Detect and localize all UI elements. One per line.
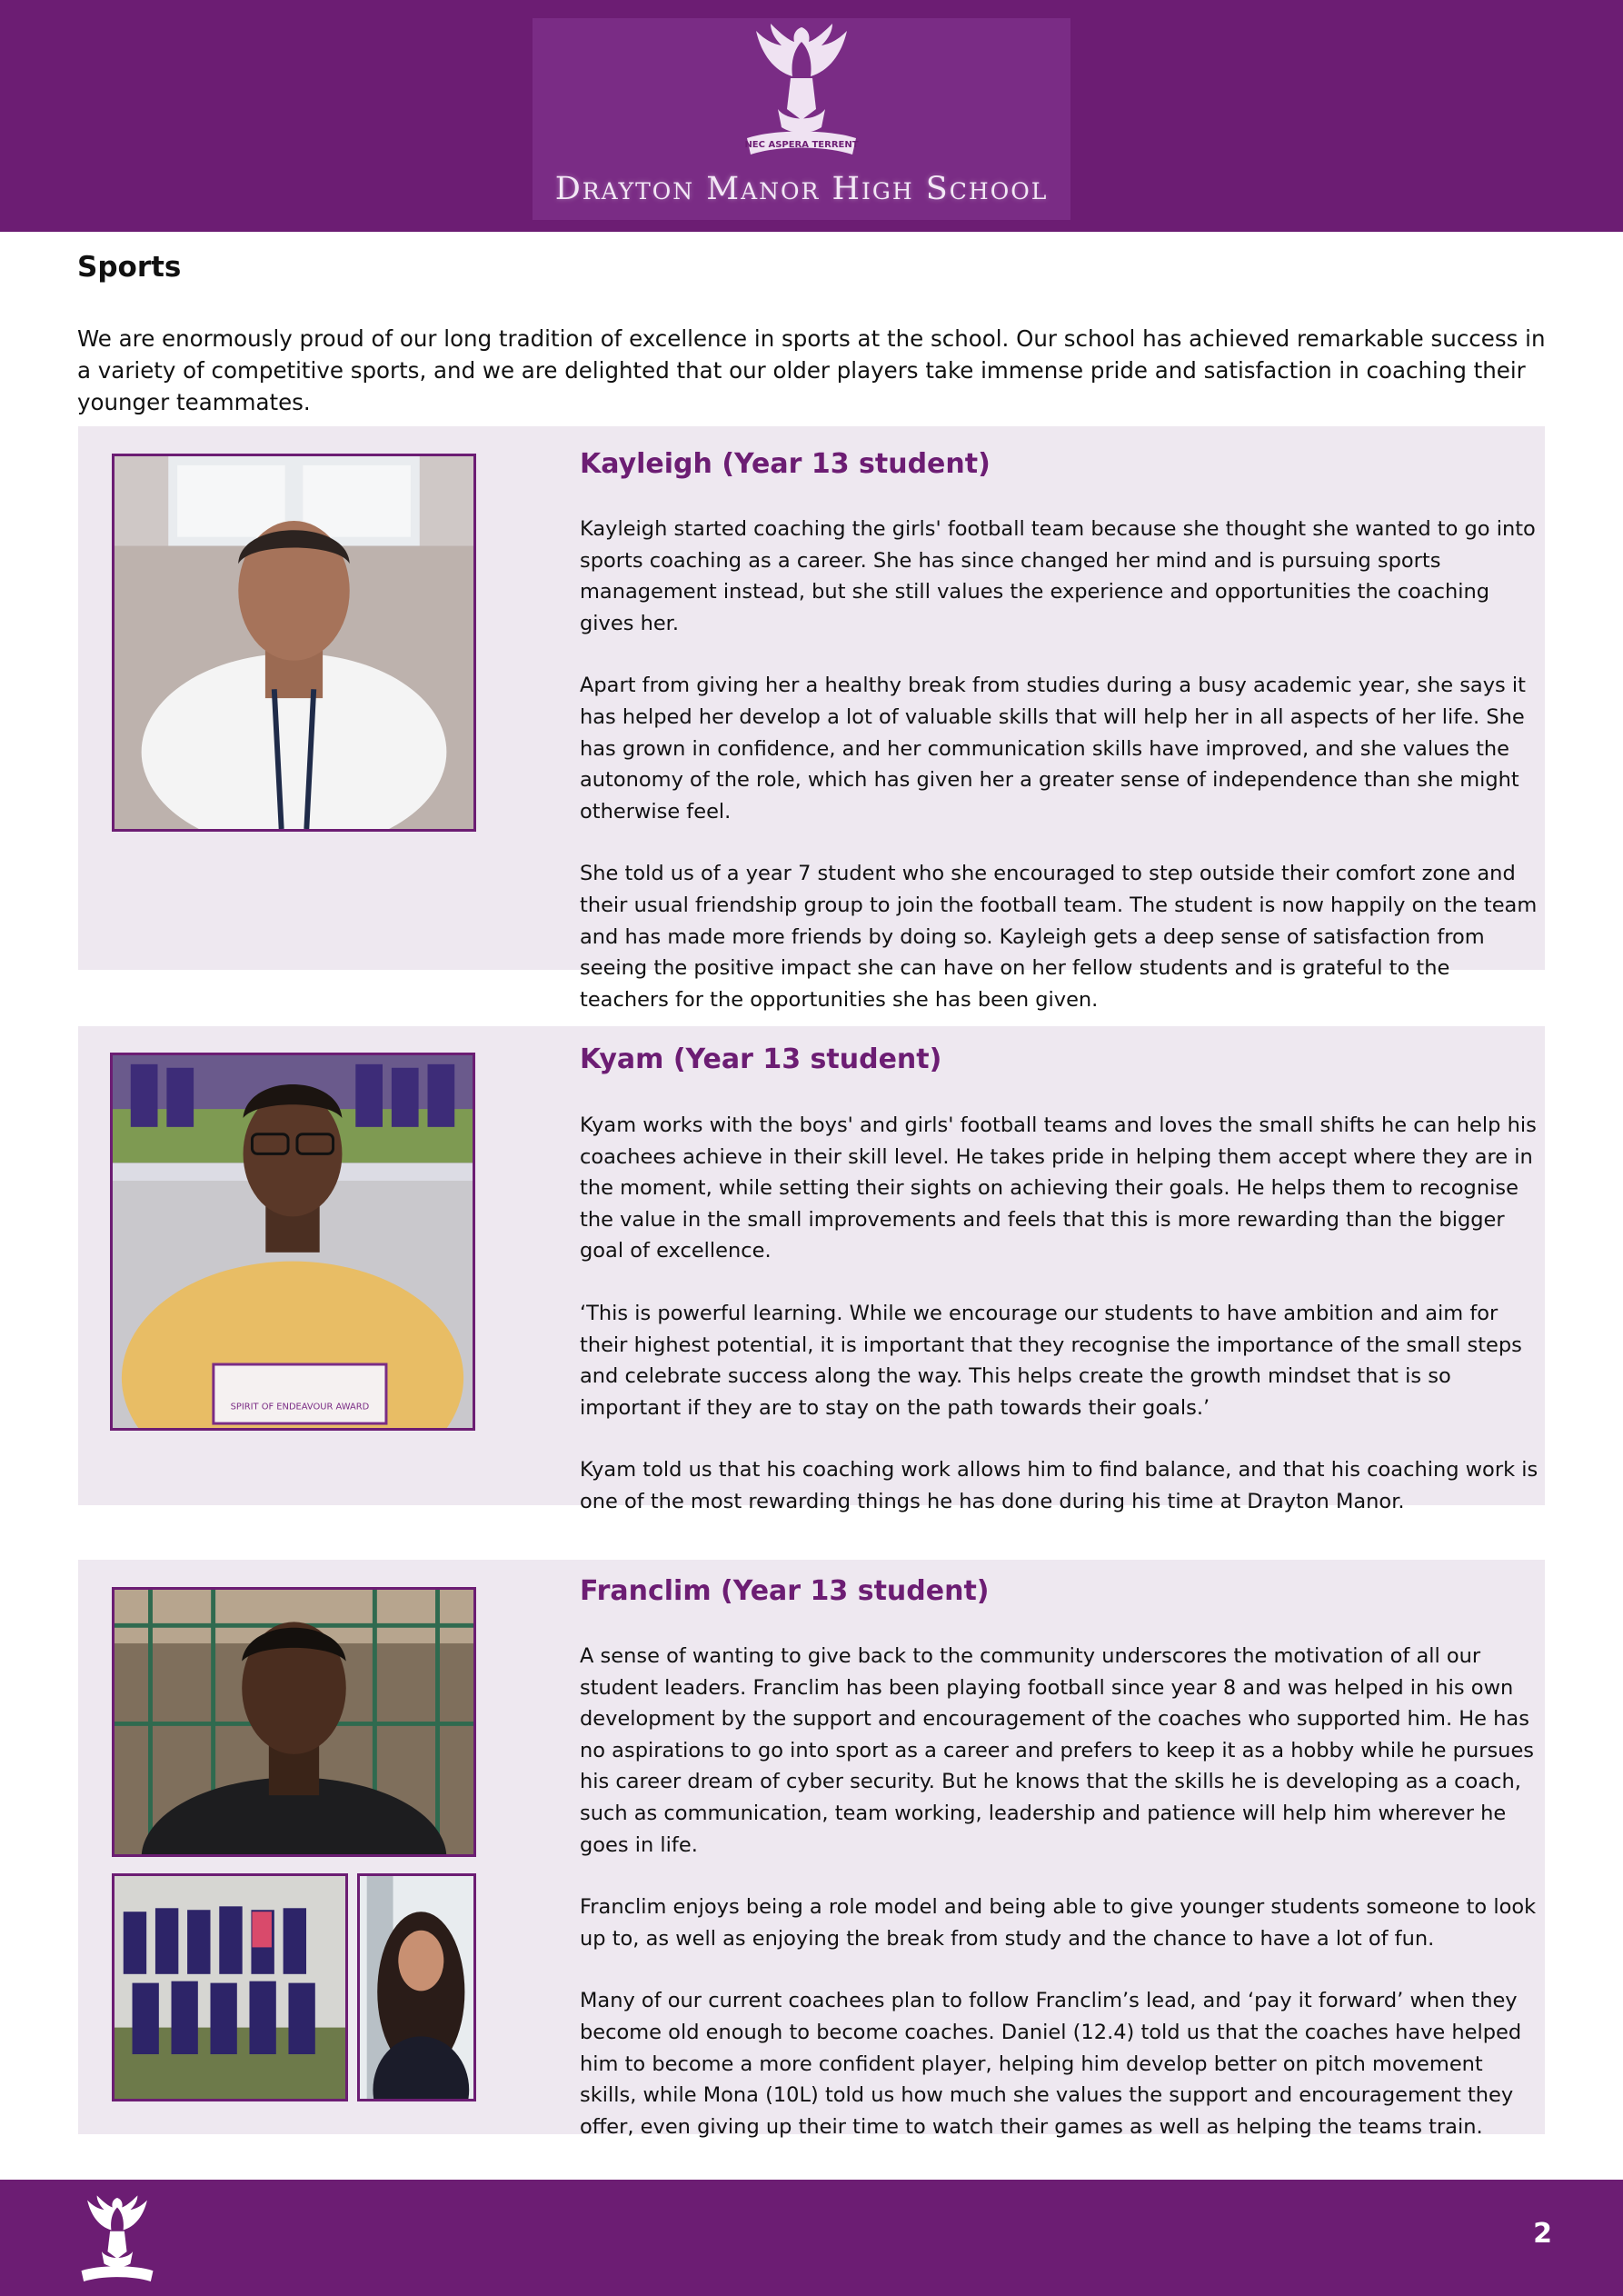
page-title: Sports <box>77 251 182 284</box>
page-footer <box>0 2180 1623 2296</box>
profile-paragraph: ‘This is powerful learning. While we encourage our students to have ambition and aim for their highest potential, it is important that they recognise the importance of the small steps and celebrate success along the way. This helps create the growth mindset that is so important if they are to stay on the path towards their goals.’ <box>580 1301 1522 1420</box>
profile-card-kyam <box>78 1026 1545 1513</box>
profile-title: Kayleigh (Year 13 student) <box>580 448 991 480</box>
phoenix-crest-logo <box>738 22 865 160</box>
profile-paragraph: Franclim enjoys being a role model and being able to give younger students someone to look up to, as well as enjoying the break from study and the chance to have a lot of fun. <box>580 1895 1537 1951</box>
intro-paragraph: We are enormously proud of our long tradition of excellence in sports at the school. Our school has achieved remarkable success in a variety of competitive sports, and we are delighted that our older players take immense pride and satisfaction in coaching their younger teammates. <box>77 325 1546 415</box>
profile-body <box>580 1110 1545 1549</box>
profile-paragraph: She told us of a year 7 student who she encouraged to step outside their comfort zone and their usual friendship group to join the football team. The student is now happily on the team and has made more friends by doing so. Kayleigh gets a deep sense of satisfaction from seeing the positive impact she can have on her fellow students and is grateful to the teachers for the opportunities she has been given. <box>580 862 1538 1012</box>
phoenix-crest-icon <box>75 2194 160 2285</box>
franclim-photo <box>112 1587 476 1857</box>
school-crest-banner <box>533 18 1070 220</box>
student-mona-photo <box>357 1873 476 2101</box>
profile-body <box>580 1641 1545 2173</box>
profile-paragraph: Kyam told us that his coaching work allows him to find balance, and that his coaching work is one of the most rewarding things he has done during his time at Drayton Manor. <box>580 1458 1538 1513</box>
profile-paragraph: Apart from giving her a healthy break from studies during a busy academic year, she says it has helped her develop a lot of valuable skills that will help her in all aspects of her life. She has grown in confidence, and her communication skills have improved, and she values the autonomy of the role, which has given her a greater sense of independence than she might otherwise feel. <box>580 674 1526 824</box>
school-name: Drayton Manor High School <box>554 171 1049 207</box>
kayleigh-photo <box>112 454 476 832</box>
profile-paragraph: Kyam works with the boys' and girls' football teams and loves the small shifts he can help his coachees achieve in their skill level. He takes pride in helping them accept where they are in the moment, while setting their sights on achieving their goals. He helps them to recognise the value in the small improvements and feels that this is more rewarding than the bigger goal of excellence. <box>580 1113 1537 1263</box>
football-team-photo <box>112 1873 348 2101</box>
profile-title: Kyam (Year 13 student) <box>580 1043 942 1075</box>
profile-paragraph: Many of our current coachees plan to follow Franclim’s lead, and ‘pay it forward’ when they become old enough to become coaches. Daniel (12.4) told us that the coaches have helped him to become a more confident player, helping him develop better on pitch movement skills, while Mona (10L) told us how much she values the support and encouragement they offer, even giving up their time to watch their games as well as helping the teams train. <box>580 1989 1522 2139</box>
profile-paragraph: A sense of wanting to give back to the community underscores the motivation of all our student leaders. Franclim has been playing football since year 8 and was helped in his own development by the support and encouragement of the coaches who supported him. He has no aspirations to go into sport as a career and prefers to keep it as a hobby while he pursues his career dream of cyber security. But he knows that the skills he is developing as a coach, such as communication, team working, leadership and patience will help him wherever he goes in life. <box>580 1644 1535 1857</box>
profile-paragraph: Kayleigh started coaching the girls' football team because she thought she wanted to go into sports coaching as a career. She has since changed her mind and is pursuing sports management instead, but she still values the experience and opportunities the coaching gives her. <box>580 517 1536 635</box>
profile-card-franclim <box>78 1560 1545 2139</box>
crest-motto: NEC ASPERA TERRENT <box>744 140 859 150</box>
kyam-photo <box>110 1053 475 1431</box>
page-number: 2 <box>1533 2218 1552 2250</box>
profile-body <box>580 514 1545 1046</box>
profile-card-kayleigh <box>78 426 1545 1012</box>
profile-title: Franclim (Year 13 student) <box>580 1575 990 1607</box>
page-header <box>0 0 1623 232</box>
award-certificate-text: SPIRIT OF ENDEAVOUR AWARD <box>230 1402 370 1413</box>
